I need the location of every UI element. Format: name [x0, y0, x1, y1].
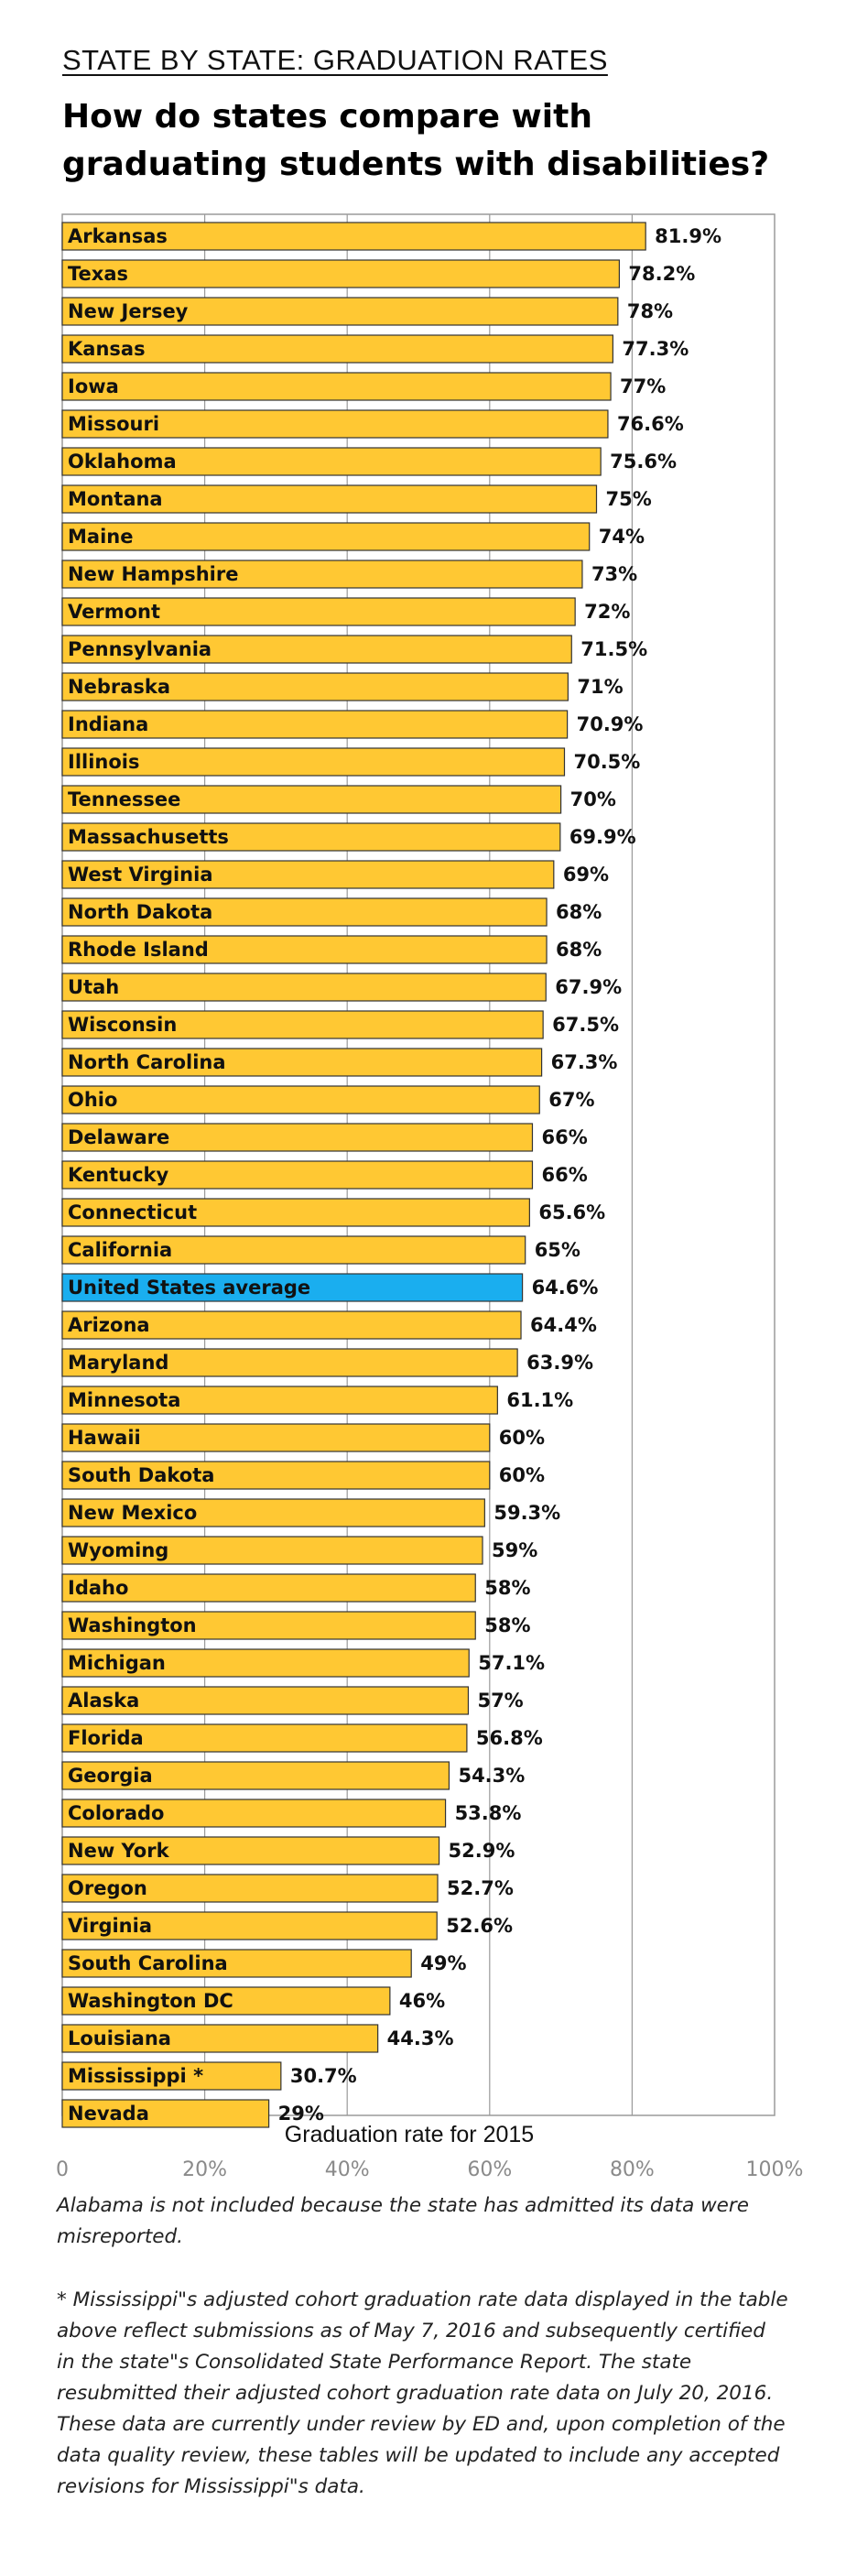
category-label: Iowa — [68, 375, 119, 397]
category-label: Oregon — [68, 1877, 147, 1899]
category-label: Connecticut — [68, 1201, 198, 1223]
category-label: Missouri — [68, 413, 160, 435]
category-label: West Virginia — [68, 864, 213, 886]
value-label: 61.1% — [506, 1389, 574, 1411]
value-label: 69.9% — [569, 826, 636, 848]
value-label: 69% — [562, 864, 610, 886]
category-label: Delaware — [68, 1126, 170, 1148]
category-label: Florida — [68, 1727, 144, 1749]
category-label: Washington — [68, 1614, 197, 1636]
value-label: 70.9% — [576, 713, 644, 735]
bar — [62, 373, 611, 400]
category-label: Arkansas — [68, 225, 168, 247]
value-label: 67% — [548, 1089, 595, 1111]
value-label: 63.9% — [526, 1352, 594, 1374]
category-label: South Carolina — [68, 1952, 228, 1974]
category-label: Hawaii — [68, 1427, 141, 1449]
value-label: 70.5% — [573, 751, 641, 773]
x-tick-label: 80% — [609, 2158, 655, 2181]
value-label: 74% — [598, 526, 645, 548]
x-tick-label: 0 — [56, 2158, 69, 2181]
value-label: 77.3% — [622, 338, 689, 360]
value-label: 52.7% — [447, 1877, 514, 1899]
value-label: 60% — [498, 1427, 546, 1449]
value-label: 29% — [277, 2103, 324, 2125]
value-label: 52.9% — [448, 1840, 515, 1862]
category-label: Nevada — [68, 2103, 149, 2125]
value-label: 78% — [626, 300, 674, 322]
category-label: Arizona — [68, 1314, 150, 1336]
category-label: Wisconsin — [68, 1014, 178, 1036]
value-label: 58% — [484, 1614, 531, 1636]
value-label: 67.9% — [555, 976, 623, 998]
value-label: 72% — [584, 601, 631, 623]
category-label: Vermont — [68, 601, 161, 623]
chart-title: How do states compare with graduating students with disabilities? — [62, 98, 770, 183]
category-label: Wyoming — [68, 1539, 169, 1561]
mississippi-note: * Mississippi"s adjusted cohort graduation rate data displayed in the table above reflect submissions as of May 7, 2016 and subsequently certified in the state"s Consolidated State Performance Report. The state resubmitted their adjusted cohort graduation rate data on July 20, 2016. These data are currently under review by ED and, upon completion of the data quality review, these tables will be updated to include any accepted revisions for Mississippi"s data. — [57, 2288, 788, 2498]
bar — [62, 523, 590, 550]
category-label: Colorado — [68, 1802, 165, 1824]
category-label: Pennsylvania — [68, 638, 212, 660]
value-label: 68% — [556, 939, 602, 961]
value-label: 58% — [484, 1577, 531, 1599]
value-label: 49% — [420, 1952, 467, 1974]
category-label: Indiana — [68, 713, 149, 735]
value-label: 54.3% — [458, 1765, 526, 1787]
x-axis-title: Graduation rate for 2015 — [284, 2122, 535, 2147]
value-label: 73% — [591, 563, 638, 585]
value-label: 66% — [541, 1126, 588, 1148]
value-label: 67.5% — [552, 1014, 620, 1036]
value-label: 78.2% — [628, 263, 696, 285]
bar — [62, 260, 619, 288]
x-tick-label: 20% — [182, 2158, 228, 2181]
category-label: Nebraska — [68, 676, 171, 698]
value-label: 75.6% — [610, 451, 678, 473]
value-label: 64.6% — [531, 1277, 599, 1299]
kicker-heading: STATE BY STATE: GRADUATION RATES — [62, 44, 608, 76]
category-label: Illinois — [68, 751, 140, 773]
x-tick-label: 40% — [324, 2158, 370, 2181]
category-label: New Mexico — [68, 1502, 198, 1524]
category-label: Rhode Island — [68, 939, 209, 961]
value-label: 70% — [569, 788, 616, 810]
category-label: North Dakota — [68, 901, 213, 923]
category-label: United States average — [68, 1277, 311, 1299]
value-label: 57.1% — [478, 1652, 546, 1674]
category-label: South Dakota — [68, 1464, 215, 1486]
value-label: 71.5% — [580, 638, 648, 660]
value-label: 53.8% — [454, 1802, 522, 1824]
x-tick-label: 60% — [467, 2158, 513, 2181]
value-label: 71% — [577, 676, 624, 698]
category-label: New Jersey — [68, 300, 189, 322]
category-label: North Carolina — [68, 1051, 226, 1073]
value-label: 65% — [534, 1239, 580, 1261]
bar — [62, 1086, 539, 1114]
category-label: Alaska — [68, 1690, 140, 1712]
category-label: Washington DC — [68, 1990, 233, 2012]
value-label: 52.6% — [446, 1915, 514, 1937]
category-label: Mississippi * — [68, 2065, 204, 2087]
value-label: 65.6% — [538, 1201, 606, 1223]
x-tick-label: 100% — [745, 2158, 804, 2181]
category-label: Ohio — [68, 1089, 118, 1111]
value-label: 68% — [556, 901, 602, 923]
category-label: California — [68, 1239, 173, 1261]
bar — [62, 973, 546, 1001]
category-label: Georgia — [68, 1765, 153, 1787]
category-label: Minnesota — [68, 1389, 181, 1411]
category-label: Utah — [68, 976, 120, 998]
value-label: 75% — [605, 488, 652, 510]
category-label: Maine — [68, 526, 134, 548]
category-label: New York — [68, 1840, 169, 1862]
category-label: Louisiana — [68, 2027, 171, 2049]
category-label: Montana — [68, 488, 163, 510]
value-label: 76.6% — [616, 413, 684, 435]
alabama-note: Alabama is not included because the state has admitted its data were misreported. — [57, 2194, 749, 2248]
value-label: 59% — [492, 1539, 538, 1561]
category-label: Texas — [68, 263, 128, 285]
value-label: 66% — [541, 1164, 588, 1186]
category-label: Kentucky — [68, 1164, 169, 1186]
value-label: 60% — [498, 1464, 546, 1486]
category-label: Kansas — [68, 338, 146, 360]
category-label: Idaho — [68, 1577, 129, 1599]
category-label: Massachusetts — [68, 826, 229, 848]
category-label: Oklahoma — [68, 451, 177, 473]
value-label: 81.9% — [655, 225, 722, 247]
value-label: 59.3% — [494, 1502, 561, 1524]
category-label: Michigan — [68, 1652, 166, 1674]
category-label: New Hampshire — [68, 563, 239, 585]
value-label: 57% — [477, 1690, 524, 1712]
value-label: 67.3% — [550, 1051, 618, 1073]
category-label: Maryland — [68, 1352, 169, 1374]
category-label: Virginia — [68, 1915, 152, 1937]
value-label: 44.3% — [386, 2027, 454, 2049]
value-label: 46% — [398, 1990, 446, 2012]
value-label: 56.8% — [475, 1727, 543, 1749]
value-label: 30.7% — [289, 2065, 357, 2087]
value-label: 64.4% — [530, 1314, 597, 1336]
value-label: 77% — [620, 375, 667, 397]
category-label: Tennessee — [68, 788, 181, 810]
